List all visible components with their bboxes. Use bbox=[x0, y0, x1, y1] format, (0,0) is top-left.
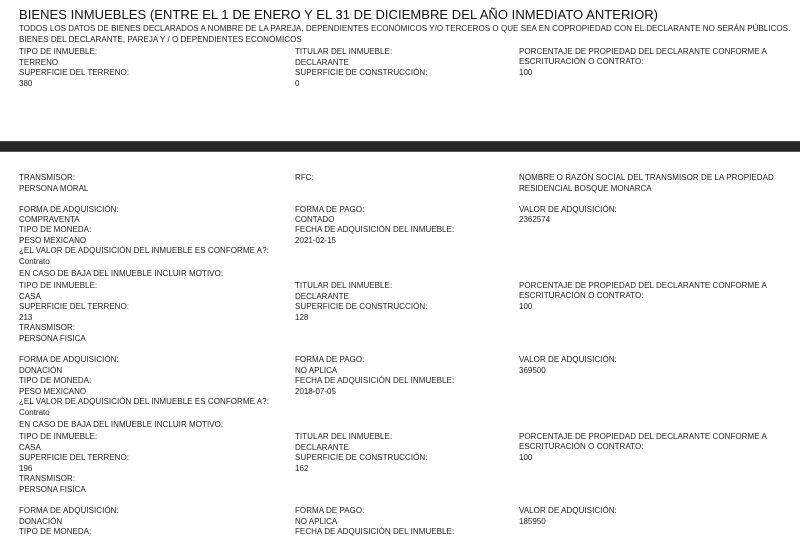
label-titular: TITULAR DEL INMUEBLE: bbox=[295, 47, 393, 56]
privacy-notice: TODOS LOS DATOS DE BIENES DECLARADOS A NOMBRE DE LA PAREJA, DEPENDIENTES ECONÓMICOS Y/O TERCEROS O QUE SEA EN COPROPIEDAD CON EL DECLARANTE NO SERÁN PÚBLICOS. bbox=[19, 24, 791, 33]
value-superficie-terreno: 380 bbox=[19, 79, 33, 88]
label-forma-adquisicion: FORMA DE ADQUISICIÓN: bbox=[19, 355, 119, 364]
label-forma-adquisicion: FORMA DE ADQUISICIÓN: bbox=[19, 205, 119, 214]
value-valor-conforme: Contrato bbox=[19, 408, 50, 417]
value-titular: DECLARANTE bbox=[295, 443, 349, 452]
value-superficie-terreno: 213 bbox=[19, 313, 33, 322]
label-fecha-adquisicion: FECHA DE ADQUISICIÓN DEL INMUEBLE: bbox=[295, 527, 455, 536]
value-transmisor: PERSONA FISICA bbox=[19, 485, 86, 494]
value-porcentaje: 100 bbox=[519, 68, 533, 77]
label-tipo-inmueble: TIPO DE INMUEBLE: bbox=[19, 281, 98, 290]
label-tipo-moneda: TIPO DE MONEDA: bbox=[19, 225, 92, 234]
label-superficie-terreno: SUPERFICIE DEL TERRENO: bbox=[19, 302, 130, 311]
value-tipo-moneda: PESO MEXICANO bbox=[19, 387, 87, 396]
value-valor-conforme: Contrato bbox=[19, 257, 50, 266]
label-valor-adquisicion: VALOR DE ADQUISICIÓN: bbox=[519, 205, 617, 214]
value-superficie-construccion: 128 bbox=[295, 313, 309, 322]
value-porcentaje: 100 bbox=[519, 453, 533, 462]
label-superficie-terreno: SUPERFICIE DEL TERRENO: bbox=[19, 68, 130, 77]
value-forma-adquisicion: DONACIÓN bbox=[19, 366, 63, 375]
value-fecha-adquisicion: 2018-07-05 bbox=[295, 387, 336, 396]
label-transmisor: TRANSMISOR: bbox=[19, 474, 76, 483]
label-fecha-adquisicion: FECHA DE ADQUISICIÓN DEL INMUEBLE: bbox=[295, 376, 455, 385]
label-porcentaje: PORCENTAJE DE PROPIEDAD DEL DECLARANTE CONFORME A ESCRITURACIÓN O CONTRATO: bbox=[519, 281, 767, 300]
value-valor-adquisicion: 369500 bbox=[519, 366, 546, 375]
label-superficie-construccion: SUPERFICIE DE CONSTRUCCIÓN: bbox=[295, 453, 428, 462]
value-transmisor: PERSONA FISICA bbox=[19, 334, 86, 343]
section-title: BIENES INMUEBLES (ENTRE EL 1 DE ENERO Y EL 31 DE DICIEMBRE DEL AÑO INMEDIATO ANTERIOR) bbox=[19, 7, 659, 22]
label-nombre-transmisor: NOMBRE O RAZÓN SOCIAL DEL TRANSMISOR DE LA PROPIEDAD bbox=[519, 173, 774, 182]
label-baja-motivo: EN CASO DE BAJA DEL INMUEBLE INCLUIR MOTIVO: bbox=[19, 420, 224, 429]
section-subtitle: BIENES DEL DECLARANTE, PAREJA Y / O DEPENDIENTES ECONÓMICOS bbox=[19, 35, 302, 44]
value-nombre-transmisor: RESIDENCIAL BOSQUE MONARCA bbox=[519, 184, 652, 193]
label-porcentaje: PORCENTAJE DE PROPIEDAD DEL DECLARANTE CONFORME A ESCRITURACIÓN O CONTRATO: bbox=[519, 47, 767, 66]
label-forma-pago: FORMA DE PAGO: bbox=[295, 506, 365, 515]
label-tipo-moneda: TIPO DE MONEDA: bbox=[19, 376, 92, 385]
value-superficie-terreno: 196 bbox=[19, 464, 33, 473]
value-tipo-inmueble: CASA bbox=[19, 292, 41, 301]
label-valor-adquisicion: VALOR DE ADQUISICIÓN: bbox=[519, 506, 617, 515]
label-porcentaje: PORCENTAJE DE PROPIEDAD DEL DECLARANTE CONFORME A ESCRITURACIÓN O CONTRATO: bbox=[519, 432, 767, 451]
label-transmisor: TRANSMISOR: bbox=[19, 323, 76, 332]
value-tipo-inmueble: TERRENO bbox=[19, 58, 59, 67]
label-baja-motivo: EN CASO DE BAJA DEL INMUEBLE INCLUIR MOTIVO: bbox=[19, 269, 224, 278]
label-tipo-inmueble: TIPO DE INMUEBLE: bbox=[19, 47, 98, 56]
value-tipo-inmueble: CASA bbox=[19, 443, 41, 452]
label-forma-pago: FORMA DE PAGO: bbox=[295, 355, 365, 364]
value-titular: DECLARANTE bbox=[295, 58, 349, 67]
label-valor-conforme: ¿EL VALOR DE ADQUISICIÓN DEL INMUEBLE ES CONFORME A?: bbox=[19, 397, 269, 406]
value-porcentaje: 100 bbox=[519, 302, 533, 311]
value-superficie-construccion: 162 bbox=[295, 464, 309, 473]
value-transmisor: PERSONA MORAL bbox=[19, 184, 89, 193]
value-forma-adquisicion: COMPRAVENTA bbox=[19, 215, 80, 224]
label-tipo-moneda: TIPO DE MONEDA: bbox=[19, 527, 92, 536]
value-forma-pago: NO APLICA bbox=[295, 366, 338, 375]
label-rfc: RFC: bbox=[295, 173, 314, 182]
label-superficie-terreno: SUPERFICIE DEL TERRENO: bbox=[19, 453, 130, 462]
value-fecha-adquisicion: 2021-02-15 bbox=[295, 236, 336, 245]
label-superficie-construccion: SUPERFICIE DE CONSTRUCCIÓN: bbox=[295, 68, 428, 77]
value-forma-pago: CONTADO bbox=[295, 215, 335, 224]
value-tipo-moneda: PESO MEXICANO bbox=[19, 236, 87, 245]
label-forma-pago: FORMA DE PAGO: bbox=[295, 205, 365, 214]
value-titular: DECLARANTE bbox=[295, 292, 349, 301]
value-forma-adquisicion: DONACIÓN bbox=[19, 517, 63, 526]
label-tipo-inmueble: TIPO DE INMUEBLE: bbox=[19, 432, 98, 441]
label-fecha-adquisicion: FECHA DE ADQUISICIÓN DEL INMUEBLE: bbox=[295, 225, 455, 234]
label-transmisor: TRANSMISOR: bbox=[19, 173, 76, 182]
label-valor-conforme: ¿EL VALOR DE ADQUISICIÓN DEL INMUEBLE ES CONFORME A?: bbox=[19, 246, 269, 255]
label-titular: TITULAR DEL INMUEBLE: bbox=[295, 281, 393, 290]
value-superficie-construccion: 0 bbox=[295, 79, 300, 88]
page-separator bbox=[0, 141, 800, 152]
label-superficie-construccion: SUPERFICIE DE CONSTRUCCIÓN: bbox=[295, 302, 428, 311]
value-forma-pago: NO APLICA bbox=[295, 517, 338, 526]
label-titular: TITULAR DEL INMUEBLE: bbox=[295, 432, 393, 441]
label-valor-adquisicion: VALOR DE ADQUISICIÓN: bbox=[519, 355, 617, 364]
value-valor-adquisicion: 185950 bbox=[519, 517, 546, 526]
value-valor-adquisicion: 2362574 bbox=[519, 215, 551, 224]
label-forma-adquisicion: FORMA DE ADQUISICIÓN: bbox=[19, 506, 119, 515]
